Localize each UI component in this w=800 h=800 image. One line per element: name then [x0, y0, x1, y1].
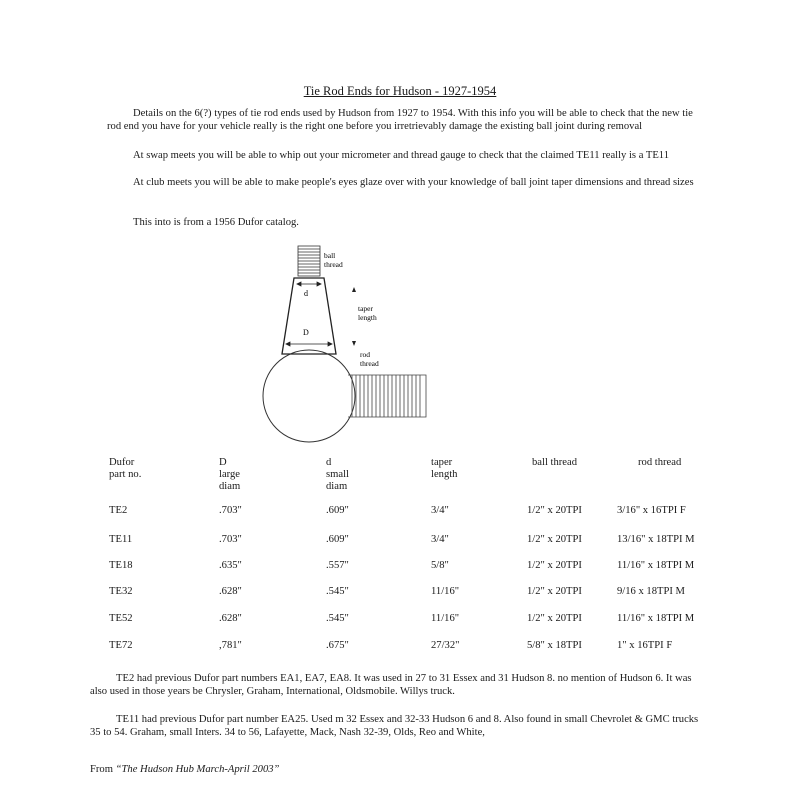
header-part-no: Dufor part no. [109, 457, 142, 480]
cell-part-no: TE18 [109, 560, 133, 571]
label-large-d: D [303, 328, 309, 337]
cell-taper-length: 3/4" [431, 534, 449, 545]
ball-housing [263, 350, 355, 442]
cell-part-no: TE2 [109, 505, 128, 516]
cell-ball-thread: 1/2" x 20TPI [527, 560, 582, 571]
cell-part-no: TE72 [109, 640, 133, 651]
cell-small-diam: .609" [326, 505, 349, 516]
cell-large-diam: .628" [219, 613, 242, 624]
header-rod-thread: rod thread [638, 457, 682, 468]
taper-length-arrow-top [352, 287, 356, 292]
cell-taper-length: 27/32" [431, 640, 460, 651]
intro-paragraph-2: At swap meets you will be able to whip out your micrometer and thread gauge to check that the claimed TE11 really is a TE11 [133, 150, 670, 161]
cell-rod-thread: 9/16 x 18TPI M [617, 586, 685, 597]
cell-large-diam: .703" [219, 534, 242, 545]
cell-ball-thread: 1/2" x 20TPI [527, 586, 582, 597]
cell-part-no: TE52 [109, 613, 133, 624]
cell-part-no: TE32 [109, 586, 133, 597]
cell-rod-thread: 11/16" x 18TPI M [617, 560, 695, 571]
source-footer [90, 764, 279, 775]
cell-large-diam: ,781" [219, 640, 242, 651]
rod-thread [348, 375, 426, 417]
large-d-arrow [286, 342, 332, 346]
cell-ball-thread: 1/2" x 20TPI [527, 613, 582, 624]
taper-length-arrow-bottom [352, 341, 356, 346]
cell-part-no: TE11 [109, 534, 133, 545]
cell-rod-thread: 13/16" x 18TPI M [617, 534, 695, 545]
cell-ball-thread: 1/2" x 20TPI [527, 534, 582, 545]
cell-small-diam: .545" [326, 586, 349, 597]
cell-rod-thread: 3/16" x 16TPI F [617, 505, 686, 516]
cell-taper-length: 5/8" [431, 560, 449, 571]
header-large-diam: D large diam [219, 457, 241, 492]
note-te11: TE11 had previous Dufor part number EA25. Used m 32 Essex and 32-33 Hudson 6 and 8. Also found in small Chevrolet & GMC trucks 35 to 54. Graham, small Inters. 34 to 56, Lafayette, Mack, Nash 32-39, Olds, Reo and White, [90, 714, 699, 738]
label-rod-thread: rod thread [360, 350, 379, 368]
ball-thread-stud [298, 246, 320, 276]
page-title: Tie Rod Ends for Hudson - 1927-1954 [303, 84, 497, 98]
cell-taper-length: 11/16" [431, 586, 460, 597]
cell-taper-length: 11/16" [431, 613, 460, 624]
cell-small-diam: .557" [326, 560, 349, 571]
header-taper-length: taper length [431, 457, 458, 480]
cell-small-diam: .545" [326, 613, 349, 624]
cell-small-diam: .675" [326, 640, 349, 651]
cell-ball-thread: 1/2" x 20TPI [527, 505, 582, 516]
cell-large-diam: .635" [219, 560, 242, 571]
intro-paragraph-1: Details on the 6(?) types of tie rod ends used by Hudson from 1927 to 1954. With this info you will be able to check that the new tie rod end you have for your vehicle really is the right one before you irretrievably damage the existing ball joint during removal [107, 108, 693, 132]
cell-rod-thread: 1" x 16TPI F [617, 640, 673, 651]
header-small-diam: d small diam [326, 457, 349, 492]
small-d-arrow [297, 282, 321, 286]
label-small-d: d [304, 289, 308, 298]
cell-rod-thread: 11/16" x 18TPI M [617, 613, 695, 624]
cell-large-diam: .703" [219, 505, 242, 516]
header-ball-thread: ball thread [532, 457, 578, 468]
cell-small-diam: .609" [326, 534, 349, 545]
cell-large-diam: .628" [219, 586, 242, 597]
cell-ball-thread: 5/8" x 18TPI [527, 640, 582, 651]
intro-paragraph-3: At club meets you will be able to make people's eyes glaze over with your knowledge of ball joint taper dimensions and thread sizes [133, 177, 694, 188]
tie-rod-end-diagram [250, 236, 450, 450]
footer-prefix: From [90, 764, 116, 775]
cell-taper-length: 3/4" [431, 505, 449, 516]
note-te2: TE2 had previous Dufor part numbers EA1, EA7, EA8. It was used in 27 to 31 Essex and 31 Hudson 8. no mention of Hudson 6. It was also used in those years be Chrysler, Graham, International, Oldsmobile. Willys truck. [90, 673, 692, 697]
footer-source: “The Hudson Hub March-April 2003” [115, 764, 280, 775]
label-ball-thread: ball thread [324, 251, 343, 269]
label-taper-length: taper length [358, 304, 377, 322]
intro-paragraph-4: This into is from a 1956 Dufor catalog. [133, 217, 299, 228]
